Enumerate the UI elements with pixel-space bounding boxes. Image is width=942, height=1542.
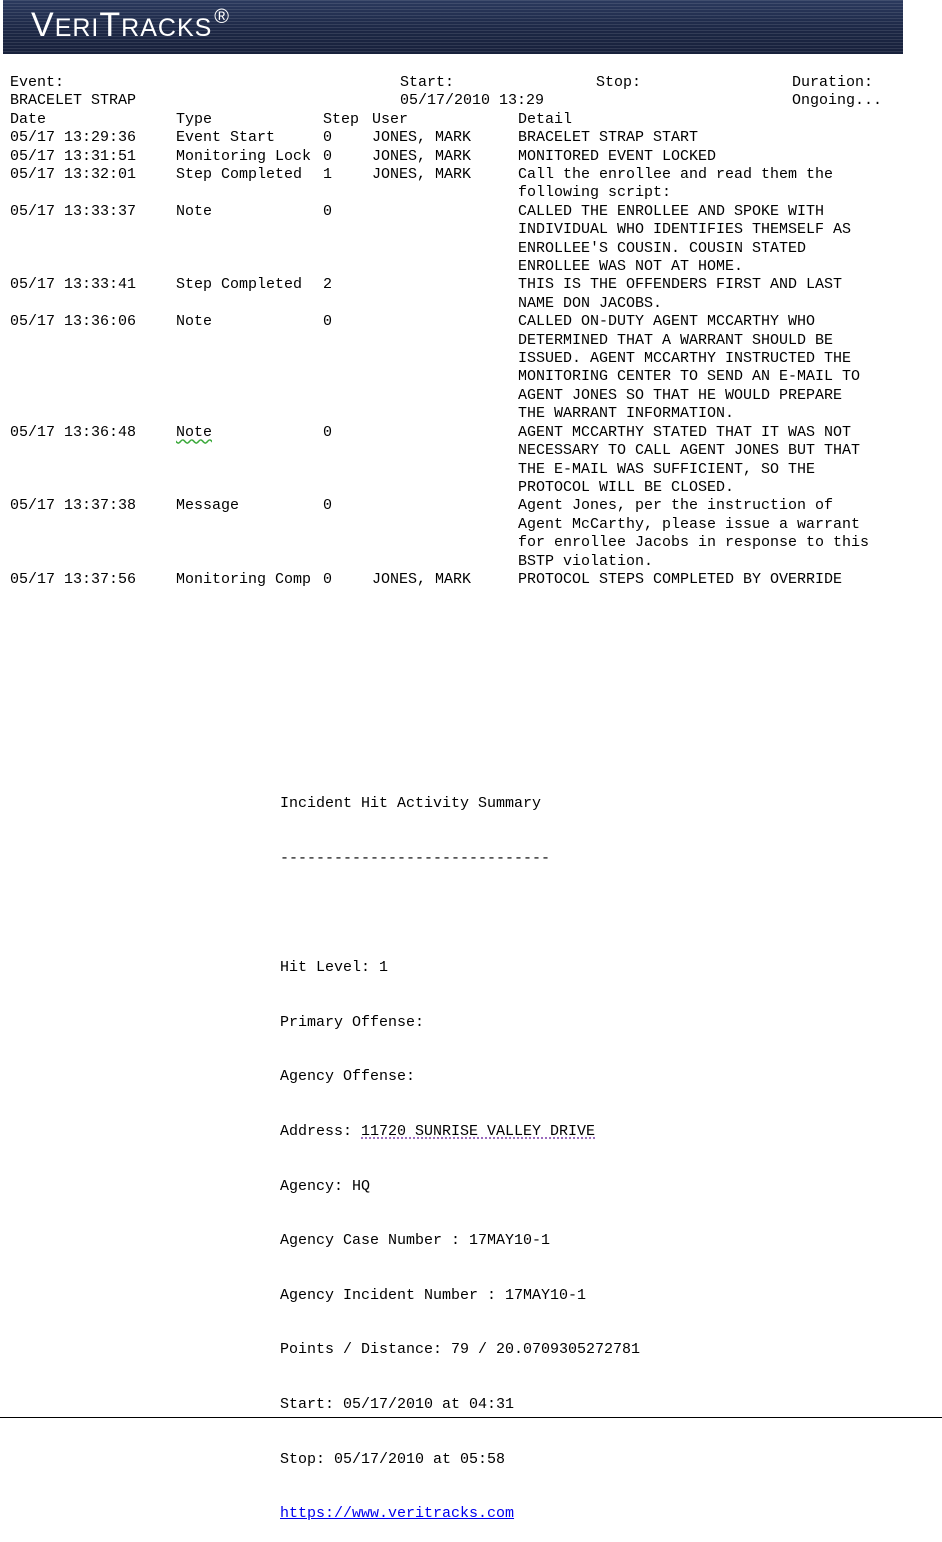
summary-start: Start: 05/17/2010 at 04:31	[280, 1395, 515, 1413]
row-detail: THIS IS THE OFFENDERS FIRST AND LAST NAME DON JACOBS.	[518, 276, 843, 312]
table-row	[10, 129, 903, 147]
row-date: 05/17 13:29:36	[10, 129, 137, 147]
veritracks-link[interactable]: https://www.veritracks.com	[280, 1505, 515, 1523]
row-date: 05/17 13:32:01	[10, 166, 137, 183]
event-report	[10, 74, 903, 589]
table-row	[10, 497, 903, 571]
event-header-values	[10, 92, 903, 110]
row-type-text: Note	[176, 423, 213, 441]
event-label: Event:	[10, 74, 65, 91]
table-row	[10, 203, 903, 277]
event-value: BRACELET STRAP	[10, 92, 137, 110]
row-type: Message	[176, 497, 240, 515]
agency-offense: Agency Offense:	[280, 1068, 416, 1086]
row-type: Step Completed	[176, 166, 303, 183]
row-step: 0	[323, 423, 333, 441]
incident-summary	[280, 759, 640, 1542]
address	[280, 1123, 640, 1141]
veritracks-logo: VERITRACKS ®	[31, 6, 231, 44]
row-type	[176, 424, 323, 498]
start-value: 05/17/2010 13:29	[400, 92, 545, 110]
row-detail: CALLED THE ENROLLEE AND SPOKE WITH INDIVIDUAL WHO IDENTIFIES THEMSELF AS ENROLLEE'S COUSIN. COUSIN STATED ENROLLEE WAS NOT AT HOME.	[518, 202, 852, 276]
veritracks-link-line	[280, 1505, 640, 1523]
row-step: 0	[323, 129, 333, 147]
column-date: Date	[10, 110, 47, 128]
row-date: 05/17 13:31:51	[10, 147, 137, 165]
table-row	[10, 166, 903, 203]
row-detail: BRACELET STRAP START	[518, 129, 699, 147]
row-date: 05/17 13:37:38	[10, 497, 137, 515]
row-date: 05/17 13:36:06	[10, 313, 137, 331]
table-row	[10, 313, 903, 423]
row-detail: MONITORED EVENT LOCKED	[518, 147, 717, 165]
row-step: 0	[323, 313, 333, 331]
table-row	[10, 148, 903, 166]
row-type: Monitoring Lock	[176, 147, 312, 165]
event-rows	[10, 129, 903, 589]
page-bottom-rule	[0, 1417, 942, 1418]
row-type: Note	[176, 313, 213, 331]
row-type: Monitoring Comp	[176, 570, 312, 588]
row-user: JONES, MARK	[372, 166, 472, 183]
address-value: 11720 SUNRISE VALLEY DRIVE	[361, 1122, 596, 1140]
row-detail: AGENT MCCARTHY STATED THAT IT WAS NOT NECESSARY TO CALL AGENT JONES BUT THAT THE E-MAIL WAS SUFFICIENT, SO THE PROTOCOL WILL BE CLOSED.	[518, 423, 861, 496]
column-header-row	[10, 111, 903, 129]
column-detail: Detail	[518, 110, 573, 128]
summary-spacer	[280, 905, 640, 923]
row-detail: PROTOCOL STEPS COMPLETED BY OVERRIDE	[518, 570, 843, 588]
table-row	[10, 424, 903, 498]
duration-label: Duration:	[792, 74, 874, 91]
row-type: Note	[176, 202, 213, 220]
row-step: 0	[323, 570, 333, 588]
row-user	[372, 313, 518, 423]
row-user: JONES, MARK	[372, 129, 472, 147]
row-date: 05/17 13:36:48	[10, 423, 137, 441]
table-row	[10, 571, 903, 589]
table-row	[10, 276, 903, 313]
row-date: 05/17 13:33:41	[10, 276, 137, 294]
row-user	[372, 203, 518, 277]
row-step: 2	[323, 276, 333, 294]
row-step: 0	[323, 147, 333, 165]
row-detail: Agent Jones, per the instruction of Agent McCarthy, please issue a warrant for enrollee Jacobs in response to this BSTP violation.	[518, 497, 870, 570]
row-user	[372, 424, 518, 498]
row-user	[372, 497, 518, 571]
column-user: User	[372, 110, 409, 128]
points-distance: Points / Distance: 79 / 20.0709305272781	[280, 1341, 641, 1359]
row-step: 1	[323, 166, 333, 183]
row-step: 0	[323, 497, 333, 515]
agency-case-number: Agency Case Number : 17MAY10-1	[280, 1232, 551, 1250]
header-banner	[3, 0, 903, 54]
row-type: Step Completed	[176, 276, 303, 294]
stop-label: Stop:	[596, 74, 642, 91]
summary-stop: Stop: 05/17/2010 at 05:58	[280, 1450, 506, 1468]
row-step: 0	[323, 202, 333, 220]
row-type: Event Start	[176, 129, 276, 147]
event-header-labels	[10, 74, 903, 92]
address-label: Address:	[280, 1122, 362, 1140]
summary-title: Incident Hit Activity Summary	[280, 795, 542, 813]
row-user	[372, 276, 518, 313]
row-date: 05/17 13:37:56	[10, 570, 137, 588]
row-date: 05/17 13:33:37	[10, 202, 137, 220]
column-type: Type	[176, 110, 213, 128]
primary-offense: Primary Offense:	[280, 1013, 425, 1031]
agency-incident-number: Agency Incident Number : 17MAY10-1	[280, 1286, 587, 1304]
row-user: JONES, MARK	[372, 147, 472, 165]
summary-title-underline: ------------------------------	[280, 850, 551, 867]
hit-level: Hit Level: 1	[280, 959, 389, 977]
start-label: Start:	[400, 74, 455, 91]
row-detail: Call the enrollee and read them the following script:	[518, 166, 834, 202]
row-user: JONES, MARK	[372, 570, 472, 588]
agency: Agency: HQ	[280, 1177, 371, 1195]
row-detail: CALLED ON-DUTY AGENT MCCARTHY WHO DETERMINED THAT A WARRANT SHOULD BE ISSUED. AGENT MCCARTHY INSTRUCTED THE MONITORING CENTER TO SEND AN E-MAIL TO AGENT JONES SO THAT HE WOULD PREPARE THE WARRANT INFORMATION.	[518, 313, 861, 423]
duration-value: Ongoing...	[792, 92, 883, 110]
column-step: Step	[323, 110, 360, 128]
